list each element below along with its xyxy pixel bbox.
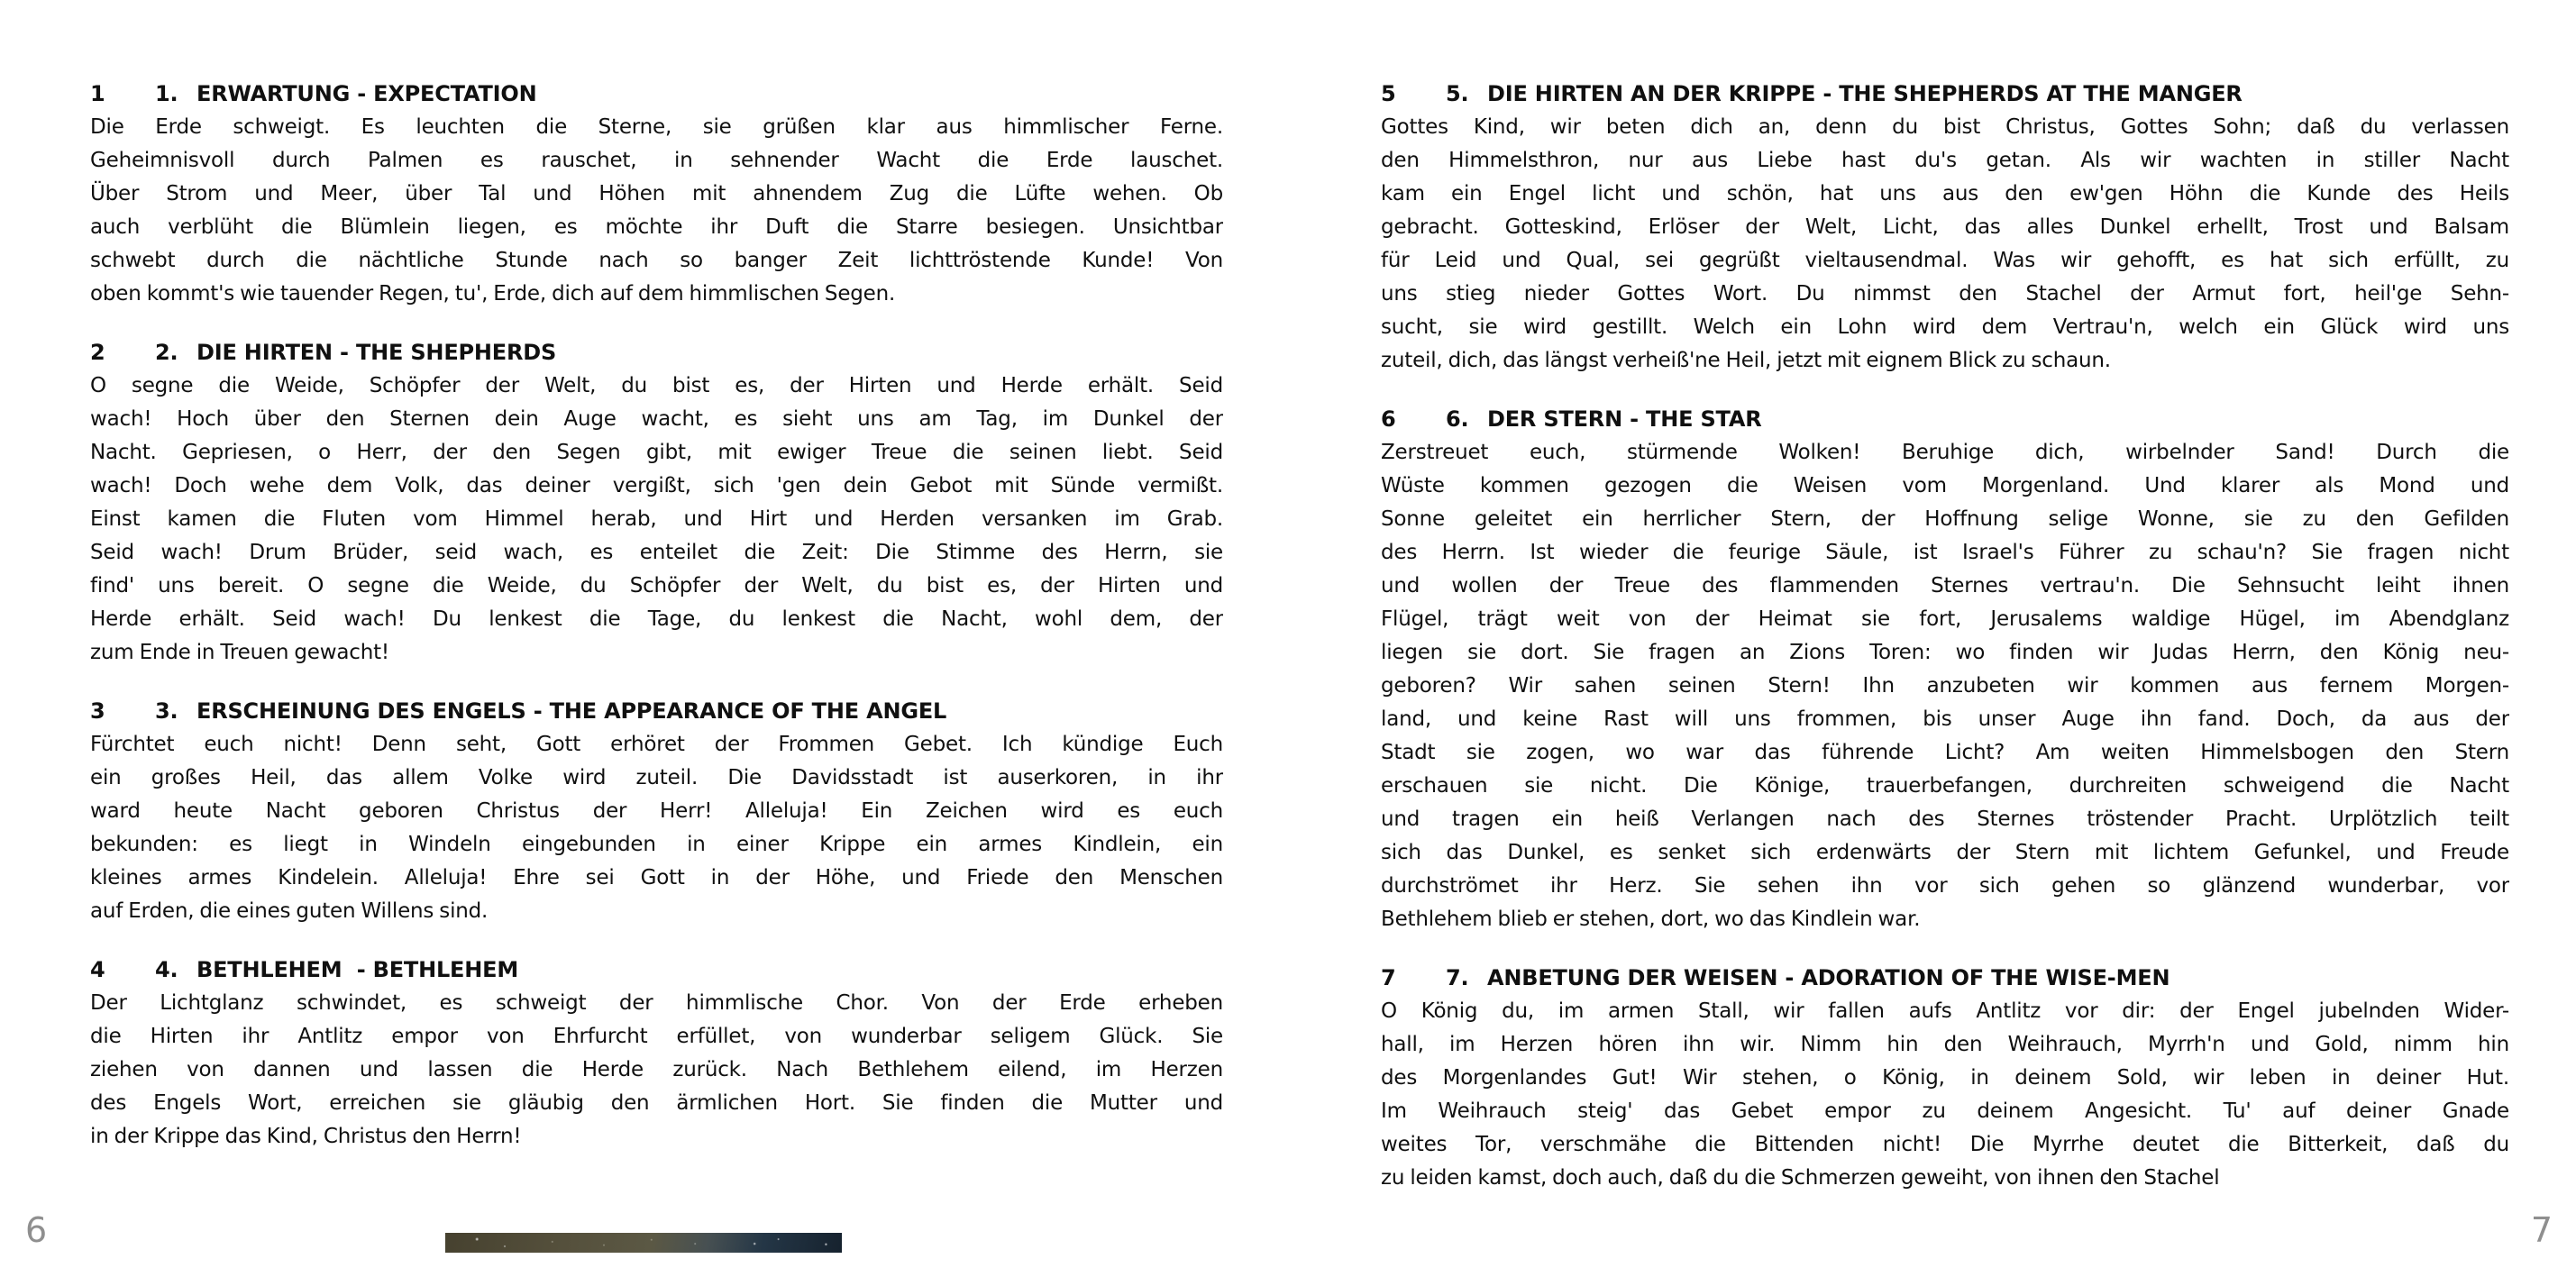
song-heading [1381,962,2509,995]
lyrics-line: ziehen von dannen und lassen die Herde zurück. Nach Bethlehem eilend, im Herzen [90,1058,1223,1081]
lyrics-line: auch verblüht die Blümlein liegen, es möchte ihr Duft die Starre besiegen. Unsichtbar [90,215,1223,239]
song-number: 7. [1446,965,1469,990]
lyrics-line: Gottes Kind, wir beten dich an, denn du bist Christus, Gottes Sohn; daß du verlassen [1381,115,2509,139]
song-title: ANBETUNG DER WEISEN - ADORATION OF THE WISE-MEN [1487,965,2170,990]
track-number: 2 [90,340,105,365]
song-section [1381,78,2509,378]
lyrics-line: oben kommt's wie tauender Regen, tu', Erde, dich auf dem himmlischen Segen. [90,282,896,306]
lyrics-line: kam ein Engel licht und schön, hat uns aus den ew'gen Höhn die Kunde des Heils [1381,182,2509,205]
lyrics-line: ward heute Nacht geboren Christus der Herr! Alleluja! Ein Zeichen wird es euch [90,799,1223,823]
song-heading [1381,78,2509,111]
lyrics-line: Herde erhält. Seid wach! Du lenkest die Tage, du lenkest die Nacht, wohl dem, der [90,607,1223,631]
track-number: 4 [90,957,105,982]
lyrics-line: Über Strom und Meer, über Tal und Höhen mit ahnendem Zug die Lüfte wehen. Ob [90,182,1223,205]
lyrics-line: Zerstreuet euch, stürmende Wolken! Beruhige dich, wirbelnder Sand! Durch die [1381,441,2509,464]
starry-sky-photo-strip-left [445,1233,842,1253]
lyrics-line: gebracht. Gotteskind, Erlöser der Welt, Licht, das alles Dunkel erhellt, Trost und Balsam [1381,215,2509,239]
lyrics-line: und tragen ein heiß Verlangen nach des Sternes tröstender Pracht. Urplötzlich teilt [1381,807,2509,831]
lyrics-line: weites Tor, verschmähe die Bittenden nicht! Die Myrrhe deutet die Bitterkeit, daß du [1381,1133,2509,1156]
lyrics-line: des Herrn. Ist wieder die feurige Säule, ist Israel's Führer zu schau'n? Sie fragen nicht [1381,541,2509,564]
song-title: DIE HIRTEN - THE SHEPHERDS [196,340,557,365]
page-number-left: 6 [25,1210,48,1250]
song-heading [90,695,1223,728]
song-number: 3. [155,698,178,724]
lyrics-line: für Leid und Qual, sei gegrüßt vieltausendmal. Was wir gehofft, es hat sich erfüllt, zu [1381,249,2509,272]
lyrics-line: Die Erde schweigt. Es leuchten die Sterne, sie grüßen klar aus himmlischer Ferne. [90,115,1223,139]
lyrics-line: des Engels Wort, erreichen sie gläubig den ärmlichen Hort. Sie finden die Mutter und [90,1091,1223,1115]
lyrics-line: Seid wach! Drum Brüder, seid wach, es enteilet die Zeit: Die Stimme des Herrn, sie [90,541,1223,564]
song-number: 5. [1446,81,1469,106]
lyrics-line: in der Krippe das Kind, Christus den Herrn! [90,1125,522,1148]
lyrics-line: zum Ende in Treuen gewacht! [90,641,389,664]
song-section [90,695,1223,928]
lyrics-line: des Morgenlandes Gut! Wir stehen, o König, in deinem Sold, wir leben in deiner Hut. [1381,1066,2509,1090]
lyrics-line: Flügel, trägt weit von der Heimat sie fort, Jerusalems waldige Hügel, im Abendglanz [1381,607,2509,631]
lyrics-line: geboren? Wir sahen seinen Stern! Ihn anzubeten wir kommen aus fernem Morgen- [1381,674,2509,698]
lyrics-line: die Hirten ihr Antlitz empor von Ehrfurcht erfüllet, von wunderbar seligem Glück. Sie [90,1025,1223,1048]
song-heading [90,953,1223,987]
lyrics-line: durchströmet ihr Herz. Sie sehen ihn vor sich gehen so glänzend wunderbar, vor [1381,874,2509,898]
song-section [1381,962,2509,1195]
lyrics-line: Wüste kommen gezogen die Weisen vom Morgenland. Und klarer als Mond und [1381,474,2509,497]
lyrics-line: bekunden: es liegt in Windeln eingebunden in einer Krippe ein armes Kindlein, ein [90,833,1223,856]
lyrics-line: land, und keine Rast will uns frommen, bis unser Auge ihn fand. Doch, da aus der [1381,707,2509,731]
song-heading [1381,403,2509,436]
song-number: 1. [155,81,178,106]
song-heading [90,336,1223,369]
song-title: DER STERN - THE STAR [1487,406,1762,432]
song-title: ERWARTUNG - EXPECTATION [196,81,537,106]
lyrics-line: kleines armes Kindelein. Alleluja! Ehre sei Gott in der Höhe, und Friede den Menschen [90,866,1223,889]
lyrics-line: zu leiden kamst, doch auch, daß du die Schmerzen geweiht, von ihnen den Stachel [1381,1166,2220,1190]
lyrics-line: schwebt durch die nächtliche Stunde nach so banger Zeit lichttröstende Kunde! Von [90,249,1223,272]
song-section [90,78,1223,311]
lyrics-line: Stadt sie zogen, wo war das führende Licht? Am weiten Himmelsbogen den Stern [1381,741,2509,764]
song-number: 4. [155,957,178,982]
lyrics-column-right [1381,78,2509,1220]
track-number: 7 [1381,965,1396,990]
song-section [1381,403,2509,936]
lyrics-line: sucht, sie wird gestillt. Welch ein Lohn wird dem Vertrau'n, welch ein Glück wird uns [1381,315,2509,339]
lyrics-line: wach! Doch wehe dem Volk, das deiner vergißt, sich 'gen dein Gebot mit Sünde vermißt. [90,474,1223,497]
lyrics-line: liegen sie dort. Sie fragen an Zions Toren: wo finden wir Judas Herrn, den König neu- [1381,641,2509,664]
song-number: 2. [155,340,178,365]
lyrics-line: auf Erden, die eines guten Willens sind. [90,899,489,923]
lyrics-line: uns stieg nieder Gottes Wort. Du nimmst den Stachel der Armut fort, heil'ge Sehn- [1381,282,2509,306]
song-section [90,953,1223,1154]
lyrics-line: O segne die Weide, Schöpfer der Welt, du bist es, der Hirten und Herde erhält. Seid [90,374,1223,397]
page-number-right: 7 [2530,1210,2553,1250]
lyrics-column-left [90,78,1223,1179]
lyrics-line: sich das Dunkel, es senket sich erdenwärts der Stern mit lichtem Gefunkel, und Freude [1381,841,2509,864]
lyrics-line: Sonne geleitet ein herrlicher Stern, der Hoffnung selige Wonne, sie zu den Gefilden [1381,507,2509,531]
track-number: 1 [90,81,105,106]
lyrics-line: Nacht. Gepriesen, o Herr, der den Segen gibt, mit ewiger Treue die seinen liebt. Seid [90,441,1223,464]
lyrics-line: Der Lichtglanz schwindet, es schweigt der himmlische Chor. Von der Erde erheben [90,991,1223,1015]
lyrics-line: und wollen der Treue des flammenden Sternes vertrau'n. Die Sehnsucht leiht ihnen [1381,574,2509,597]
lyrics-line: Fürchtet euch nicht! Denn seht, Gott erhöret der Frommen Gebet. Ich kündige Euch [90,733,1223,756]
track-number: 5 [1381,81,1396,106]
lyrics-line: Einst kamen die Fluten vom Himmel herab, und Hirt und Herden versanken im Grab. [90,507,1223,531]
lyrics-line: wach! Hoch über den Sternen dein Auge wacht, es sieht uns am Tag, im Dunkel der [90,407,1223,431]
lyrics-line: ein großes Heil, das allem Volke wird zuteil. Die Davidsstadt ist auserkoren, in ihr [90,766,1223,789]
song-number: 6. [1446,406,1469,432]
lyrics-line: erschauen sie nicht. Die Könige, trauerbefangen, durchreiten schweigend die Nacht [1381,774,2509,798]
lyrics-line: zuteil, dich, das längst verheiß'ne Heil, jetzt mit eignem Blick zu schaun. [1381,349,2111,372]
lyrics-line: hall, im Herzen hören ihn wir. Nimm hin den Weihrauch, Myrrh'n und Gold, nimm hin [1381,1033,2509,1056]
track-number: 6 [1381,406,1396,432]
track-number: 3 [90,698,105,724]
song-title: ERSCHEINUNG DES ENGELS - THE APPEARANCE OF THE ANGEL [196,698,947,724]
lyrics-line: Im Weihrauch steig' das Gebet empor zu deinem Angesicht. Tu' auf deiner Gnade [1381,1099,2509,1123]
booklet-page-right [1288,0,2576,1277]
lyrics-line: Bethlehem blieb er stehen, dort, wo das Kindlein war. [1381,908,1921,931]
lyrics-line: Geheimnisvoll durch Palmen es rauschet, in sehnender Wacht die Erde lauschet. [90,149,1223,172]
song-heading [90,78,1223,111]
song-title: BETHLEHEM - BETHLEHEM [196,957,519,982]
lyrics-line: den Himmelsthron, nur aus Liebe hast du's getan. Als wir wachten in stiller Nacht [1381,149,2509,172]
lyrics-line: O König du, im armen Stall, wir fallen aufs Antlitz vor dir: der Engel jubelnden Wider- [1381,999,2509,1023]
lyrics-line: find' uns bereit. O segne die Weide, du Schöpfer der Welt, du bist es, der Hirten und [90,574,1223,597]
song-section [90,336,1223,670]
song-title: DIE HIRTEN AN DER KRIPPE - THE SHEPHERDS AT THE MANGER [1487,81,2243,106]
